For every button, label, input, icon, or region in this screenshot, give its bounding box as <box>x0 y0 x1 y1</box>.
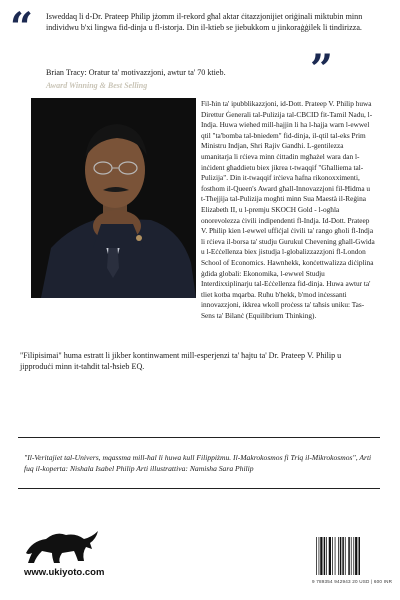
barcode-bars <box>315 537 373 577</box>
barcode-bar <box>326 537 327 575</box>
barcode-bar <box>319 537 320 575</box>
barcode-bar <box>329 537 331 575</box>
barcode-bar <box>340 537 342 575</box>
barcode-bar <box>345 537 346 575</box>
panther-logo-icon <box>22 527 102 570</box>
author-portrait-illustration <box>31 98 196 298</box>
barcode-bar <box>332 537 333 575</box>
brian-tracy-attribution: Brian Tracy: Oratur ta' motivazzjoni, awtur ta' 70 ktieb. <box>46 68 226 77</box>
barcode-bar <box>355 537 357 575</box>
barcode-bar <box>359 537 361 575</box>
intro-statement: Isweddaq li d-Dr. Prateep Philip jżomm il-rekord għal aktar ċitazzjonijiet oriġinali miktubin minn individwu b'xi lingwa fid-dinja u fl-istorja. Din il-ktieb se jiebukkom u jinkoraġġilek li tindirizza. <box>46 12 363 32</box>
barcode-bar <box>348 537 350 575</box>
award-tagline: Award Winning & Best Selling <box>46 81 148 90</box>
author-biography: Fil-ħin ta' ipubblikazzjoni, id-Dott. Prateep V. Philip huwa Direttur Ġenerali tal-Pulizija tal-CBCID fit-Tamil Nadu, l-Indja. Huwa wiehed mill-hajjin li ha l-hajja warn l-ewwel qtil "ta'bomba tal-bniedem" fid-dinja, il-qtil tal-eks Prim Ministru Indjan, Shri Rajiv Gandhi. L-gentilezza umanitarja li rċieva minn ċittadin mgħażel wara dan l-inċident għaddietu biex jikrea t-twaqqif "Għalliema tal-Pulizija". Din it-twaqqif irċieva ħafna rikonoxximenti, fosthom il-Queen's Award għall-Innovazzjoni fil-Ħidma u t-Tħejjija tal-Pulizija mogħti minn Sua Maestà il-Reġina Elizabeth II, u l-premju SKOCH Gold - l-ogħla onorevolezza ċivili indipendenti fl-Indja. Id-Dott. Prateep V. Philip kien l-ewwel uffiċjal ċivili ta' rango għoli fl-Indja li rċieva il-borsa ta' studju Gurukul Chevening għall-Gwida u l-Eċċellenza biex jistudja l-globalizzazzjoni fl-London School of Economics. Hawnhekk, konċettwalizza diċiplina ġdida globali: Ekonomika, l-ewwel Studju Interdixxiplinarju tal-Eċċellenza fid-dinja. Huwa awtur ta' tliet kotba mqarba. Ruħu b'hekk, b'mod inċessanti innovazzjoni, ikkrea wkoll proċess ta' taħsis uniku: Tas-Sens ta' Bilanċ (Equilibrium Thinking). <box>201 99 375 320</box>
top-divider <box>18 437 380 438</box>
publisher-website[interactable]: www.ukiyoto.com <box>24 567 105 578</box>
barcode-bar <box>342 537 344 575</box>
cover-credits: "Il-Veritajiet tal-Univers, mqassma mill-ħal li huwa kull Filippiżmu. Il-Makrokosmos fi Triq il-Mikrokosmos", Arti fuq il-koperta: Nishala Isabel Philip Arti illustrattiva: Namisha Sara Philip <box>24 453 372 473</box>
barcode-bar <box>335 537 336 575</box>
isbn-number: 9 789354 942943 <box>312 579 351 584</box>
barcode-bar <box>353 537 354 575</box>
barcode-bar <box>316 537 317 575</box>
bottom-divider <box>18 488 380 489</box>
price-label: 20 USD | 600 INR <box>352 579 393 584</box>
philipism-description: "Filipisimai" huma estratt li jikber kontinwament mill-esperjenzi ta' ħajtu ta' Dr. Prateep V. Philip u jipproduċi minn it-taħdit tal-ħsieb EQ. <box>20 351 342 371</box>
closing-quote-mark-icon: ” <box>310 46 334 93</box>
barcode-caption <box>312 579 393 584</box>
barcode-bar <box>338 537 339 575</box>
isbn-barcode <box>315 537 373 581</box>
barcode-bar <box>351 537 352 575</box>
opening-quote-mark-icon: “ <box>10 4 34 51</box>
barcode-bar <box>324 537 326 575</box>
author-photo <box>31 98 196 298</box>
barcode-bar <box>320 537 322 575</box>
